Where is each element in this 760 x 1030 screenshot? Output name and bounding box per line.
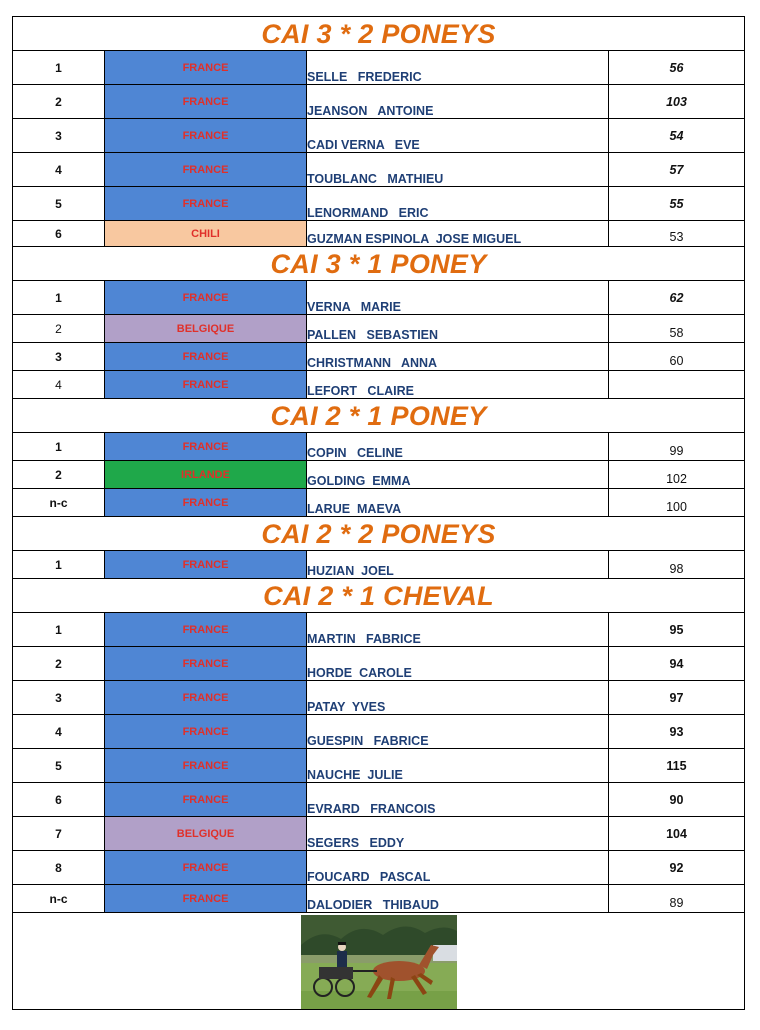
nation-cell: FRANCE bbox=[105, 551, 307, 579]
nation-cell: FRANCE bbox=[105, 647, 307, 681]
rank-cell: 4 bbox=[13, 715, 105, 749]
rank-cell: n-c bbox=[13, 489, 105, 517]
rank-cell: 2 bbox=[13, 315, 105, 343]
rank-cell: 4 bbox=[13, 371, 105, 399]
nation-cell: FRANCE bbox=[105, 51, 307, 85]
rank-cell: 4 bbox=[13, 153, 105, 187]
rank-cell: 2 bbox=[13, 647, 105, 681]
score-cell: 53 bbox=[609, 221, 745, 247]
photo-row bbox=[13, 913, 745, 1010]
nation-cell: FRANCE bbox=[105, 681, 307, 715]
nation-cell: CHILI bbox=[105, 221, 307, 247]
rank-cell: 5 bbox=[13, 749, 105, 783]
nation-cell: FRANCE bbox=[105, 153, 307, 187]
rider-name-cell: LENORMAND ERIC bbox=[307, 187, 609, 221]
rider-name-cell: FOUCARD PASCAL bbox=[307, 851, 609, 885]
rank-cell: 1 bbox=[13, 613, 105, 647]
nation-cell: FRANCE bbox=[105, 281, 307, 315]
rider-name-cell: CADI VERNA EVE bbox=[307, 119, 609, 153]
table-row bbox=[13, 433, 745, 461]
table-row bbox=[13, 783, 745, 817]
score-cell: 94 bbox=[609, 647, 745, 681]
table-row bbox=[13, 119, 745, 153]
rider-name-cell: TOUBLANC MATHIEU bbox=[307, 153, 609, 187]
table-row bbox=[13, 85, 745, 119]
table-row bbox=[13, 817, 745, 851]
rider-name-cell: PALLEN SEBASTIEN bbox=[307, 315, 609, 343]
nation-cell: FRANCE bbox=[105, 85, 307, 119]
rank-cell: 1 bbox=[13, 551, 105, 579]
table-row bbox=[13, 551, 745, 579]
nation-cell: FRANCE bbox=[105, 371, 307, 399]
score-cell bbox=[609, 371, 745, 399]
rank-cell: 1 bbox=[13, 51, 105, 85]
table-row bbox=[13, 715, 745, 749]
section-header bbox=[13, 17, 745, 51]
table-row bbox=[13, 153, 745, 187]
score-cell: 99 bbox=[609, 433, 745, 461]
rider-name-cell: GUZMAN ESPINOLA JOSE MIGUEL bbox=[307, 221, 609, 247]
score-cell: 60 bbox=[609, 343, 745, 371]
nation-cell: FRANCE bbox=[105, 749, 307, 783]
score-cell: 102 bbox=[609, 461, 745, 489]
nation-cell: FRANCE bbox=[105, 343, 307, 371]
score-cell: 55 bbox=[609, 187, 745, 221]
nation-cell: FRANCE bbox=[105, 783, 307, 817]
rider-name-cell: DALODIER THIBAUD bbox=[307, 885, 609, 913]
rider-name-cell: PATAY YVES bbox=[307, 681, 609, 715]
results-sheet bbox=[12, 16, 744, 1010]
rank-cell: 8 bbox=[13, 851, 105, 885]
rank-cell: 5 bbox=[13, 187, 105, 221]
rider-name-cell: JEANSON ANTOINE bbox=[307, 85, 609, 119]
table-row bbox=[13, 343, 745, 371]
rank-cell: 3 bbox=[13, 343, 105, 371]
section-title: CAI 2 * 1 CHEVAL bbox=[13, 579, 745, 613]
table-row bbox=[13, 647, 745, 681]
score-cell: 98 bbox=[609, 551, 745, 579]
score-cell: 92 bbox=[609, 851, 745, 885]
section-title: CAI 2 * 2 PONEYS bbox=[13, 517, 745, 551]
rank-cell: 3 bbox=[13, 119, 105, 153]
nation-cell: FRANCE bbox=[105, 433, 307, 461]
nation-cell: FRANCE bbox=[105, 851, 307, 885]
rider-name-cell: NAUCHE JULIE bbox=[307, 749, 609, 783]
rider-name-cell: MARTIN FABRICE bbox=[307, 613, 609, 647]
rank-cell: 3 bbox=[13, 681, 105, 715]
rider-name-cell: VERNA MARIE bbox=[307, 281, 609, 315]
rider-name-cell: CHRISTMANN ANNA bbox=[307, 343, 609, 371]
horse-driving-photo bbox=[301, 915, 457, 1009]
table-row bbox=[13, 681, 745, 715]
score-cell: 100 bbox=[609, 489, 745, 517]
results-table bbox=[12, 16, 745, 1010]
score-cell: 95 bbox=[609, 613, 745, 647]
nation-cell: FRANCE bbox=[105, 119, 307, 153]
nation-cell: BELGIQUE bbox=[105, 817, 307, 851]
nation-cell: FRANCE bbox=[105, 187, 307, 221]
nation-cell: BELGIQUE bbox=[105, 315, 307, 343]
nation-cell: FRANCE bbox=[105, 885, 307, 913]
table-row bbox=[13, 749, 745, 783]
nation-cell: FRANCE bbox=[105, 613, 307, 647]
section-header bbox=[13, 399, 745, 433]
score-cell: 62 bbox=[609, 281, 745, 315]
section-header bbox=[13, 247, 745, 281]
rider-name-cell: GUESPIN FABRICE bbox=[307, 715, 609, 749]
section-title: CAI 3 * 1 PONEY bbox=[13, 247, 745, 281]
table-row bbox=[13, 851, 745, 885]
rider-name-cell: LARUE MAEVA bbox=[307, 489, 609, 517]
table-row bbox=[13, 371, 745, 399]
rank-cell: 6 bbox=[13, 783, 105, 817]
table-row bbox=[13, 613, 745, 647]
rank-cell: n-c bbox=[13, 885, 105, 913]
score-cell: 115 bbox=[609, 749, 745, 783]
rank-cell: 7 bbox=[13, 817, 105, 851]
photo-cell bbox=[13, 913, 745, 1010]
score-cell: 89 bbox=[609, 885, 745, 913]
score-cell: 90 bbox=[609, 783, 745, 817]
score-cell: 57 bbox=[609, 153, 745, 187]
score-cell: 97 bbox=[609, 681, 745, 715]
section-header bbox=[13, 517, 745, 551]
score-cell: 104 bbox=[609, 817, 745, 851]
table-row bbox=[13, 187, 745, 221]
score-cell: 103 bbox=[609, 85, 745, 119]
section-header bbox=[13, 579, 745, 613]
rank-cell: 2 bbox=[13, 461, 105, 489]
nation-cell: FRANCE bbox=[105, 489, 307, 517]
rank-cell: 6 bbox=[13, 221, 105, 247]
table-row bbox=[13, 885, 745, 913]
rank-cell: 1 bbox=[13, 281, 105, 315]
score-cell: 93 bbox=[609, 715, 745, 749]
table-row bbox=[13, 51, 745, 85]
rider-name-cell: GOLDING EMMA bbox=[307, 461, 609, 489]
rider-name-cell: COPIN CELINE bbox=[307, 433, 609, 461]
nation-cell: FRANCE bbox=[105, 715, 307, 749]
rank-cell: 1 bbox=[13, 433, 105, 461]
rider-name-cell: HORDE CAROLE bbox=[307, 647, 609, 681]
section-title: CAI 2 * 1 PONEY bbox=[13, 399, 745, 433]
rider-name-cell: LEFORT CLAIRE bbox=[307, 371, 609, 399]
rank-cell: 2 bbox=[13, 85, 105, 119]
score-cell: 58 bbox=[609, 315, 745, 343]
table-row bbox=[13, 489, 745, 517]
score-cell: 56 bbox=[609, 51, 745, 85]
score-cell: 54 bbox=[609, 119, 745, 153]
rider-name-cell: SELLE FREDERIC bbox=[307, 51, 609, 85]
table-row bbox=[13, 461, 745, 489]
nation-cell: IRLANDE bbox=[105, 461, 307, 489]
table-row bbox=[13, 221, 745, 247]
rider-name-cell: EVRARD FRANCOIS bbox=[307, 783, 609, 817]
rider-name-cell: HUZIAN JOEL bbox=[307, 551, 609, 579]
table-row bbox=[13, 281, 745, 315]
section-title: CAI 3 * 2 PONEYS bbox=[13, 17, 745, 51]
table-row bbox=[13, 315, 745, 343]
rider-name-cell: SEGERS EDDY bbox=[307, 817, 609, 851]
